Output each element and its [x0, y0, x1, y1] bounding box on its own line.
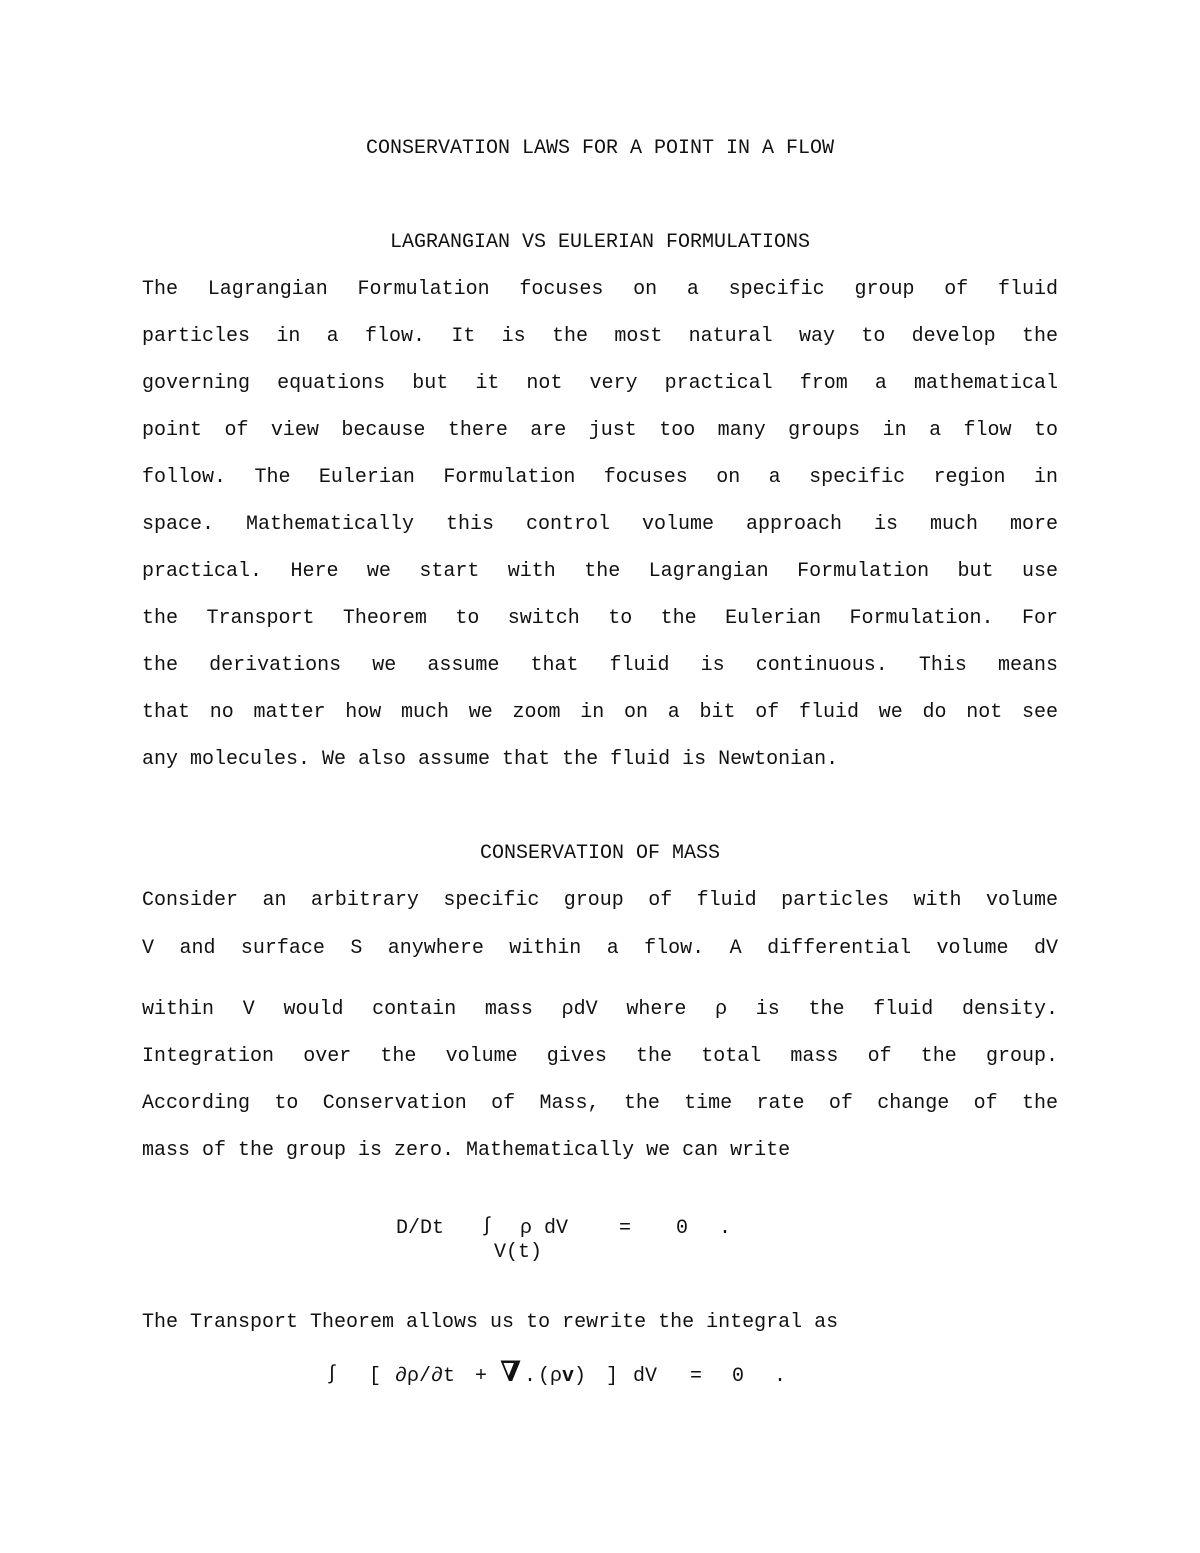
equals-sign: = [690, 1365, 703, 1388]
paragraph-line: governing equations but it not very practical from a mathematical [142, 372, 1058, 395]
paragraph-line: point of view because there are just too many groups in a flow to [142, 419, 1058, 442]
paragraph-line: the Transport Theorem to switch to the Eulerian Formulation. For [142, 607, 1058, 630]
integral-sign: ∫ [481, 1215, 494, 1238]
open-bracket: [ [369, 1365, 382, 1388]
equals-sign: = [619, 1217, 632, 1240]
integral-limit: V(t) [494, 1241, 543, 1264]
partial-time-term: ∂ρ/∂t [395, 1365, 456, 1388]
material-derivative-operator: D/Dt [396, 1217, 445, 1240]
section-heading-formulations: LAGRANGIAN VS EULERIAN FORMULATIONS [389, 231, 811, 254]
dot-operator: . [524, 1365, 537, 1388]
rhs-zero: 0 [732, 1365, 745, 1388]
paragraph-line: Integration over the volume gives the total mass of the group. [142, 1045, 1058, 1068]
paragraph-line: Consider an arbitrary specific group of fluid particles with volume [142, 889, 1058, 912]
paragraph-line: mass of the group is zero. Mathematically we can write [142, 1139, 791, 1162]
plus-sign: + [475, 1365, 488, 1388]
paragraph-line: any molecules. We also assume that the fluid is Newtonian. [142, 748, 839, 771]
paragraph-line: practical. Here we start with the Lagrangian Formulation but use [142, 560, 1058, 583]
paragraph-line: The Lagrangian Formulation focuses on a specific group of fluid [142, 278, 1058, 301]
equation-period: . [774, 1365, 787, 1388]
paragraph-line: space. Mathematically this control volume approach is much more [142, 513, 1058, 536]
integrand: ρ dV [520, 1217, 569, 1240]
equation-period: . [719, 1217, 732, 1240]
paragraph-line: According to Conservation of Mass, the time rate of change of the [142, 1092, 1058, 1115]
paragraph-line: follow. The Eulerian Formulation focuses on a specific region in [142, 466, 1058, 489]
page-title: CONSERVATION LAWS FOR A POINT IN A FLOW [365, 137, 835, 160]
paragraph-line: the derivations we assume that fluid is continuous. This means [142, 654, 1058, 677]
paren-close: ) [574, 1365, 587, 1388]
paragraph-line: particles in a flow. It is the most natural way to develop the [142, 325, 1058, 348]
paren-open-rho: (ρ [538, 1365, 563, 1388]
close-bracket: ] [606, 1365, 619, 1388]
integral-sign: ∫ [326, 1363, 339, 1386]
paragraph-line: within V would contain mass ρdV where ρ is the fluid density. [142, 998, 1058, 1021]
paragraph-line: The Transport Theorem allows us to rewrite the integral as [142, 1311, 839, 1334]
velocity-vector: v [562, 1365, 575, 1388]
volume-differential: dV [633, 1365, 658, 1388]
paragraph-line: V and surface S anywhere within a flow. A differential volume dV [142, 937, 1058, 960]
paragraph-line: that no matter how much we zoom in on a bit of fluid we do not see [142, 701, 1058, 724]
rhs-zero: 0 [676, 1217, 689, 1240]
nabla-operator: ∇ [500, 1355, 522, 1388]
section-heading-mass: CONSERVATION OF MASS [479, 842, 721, 865]
